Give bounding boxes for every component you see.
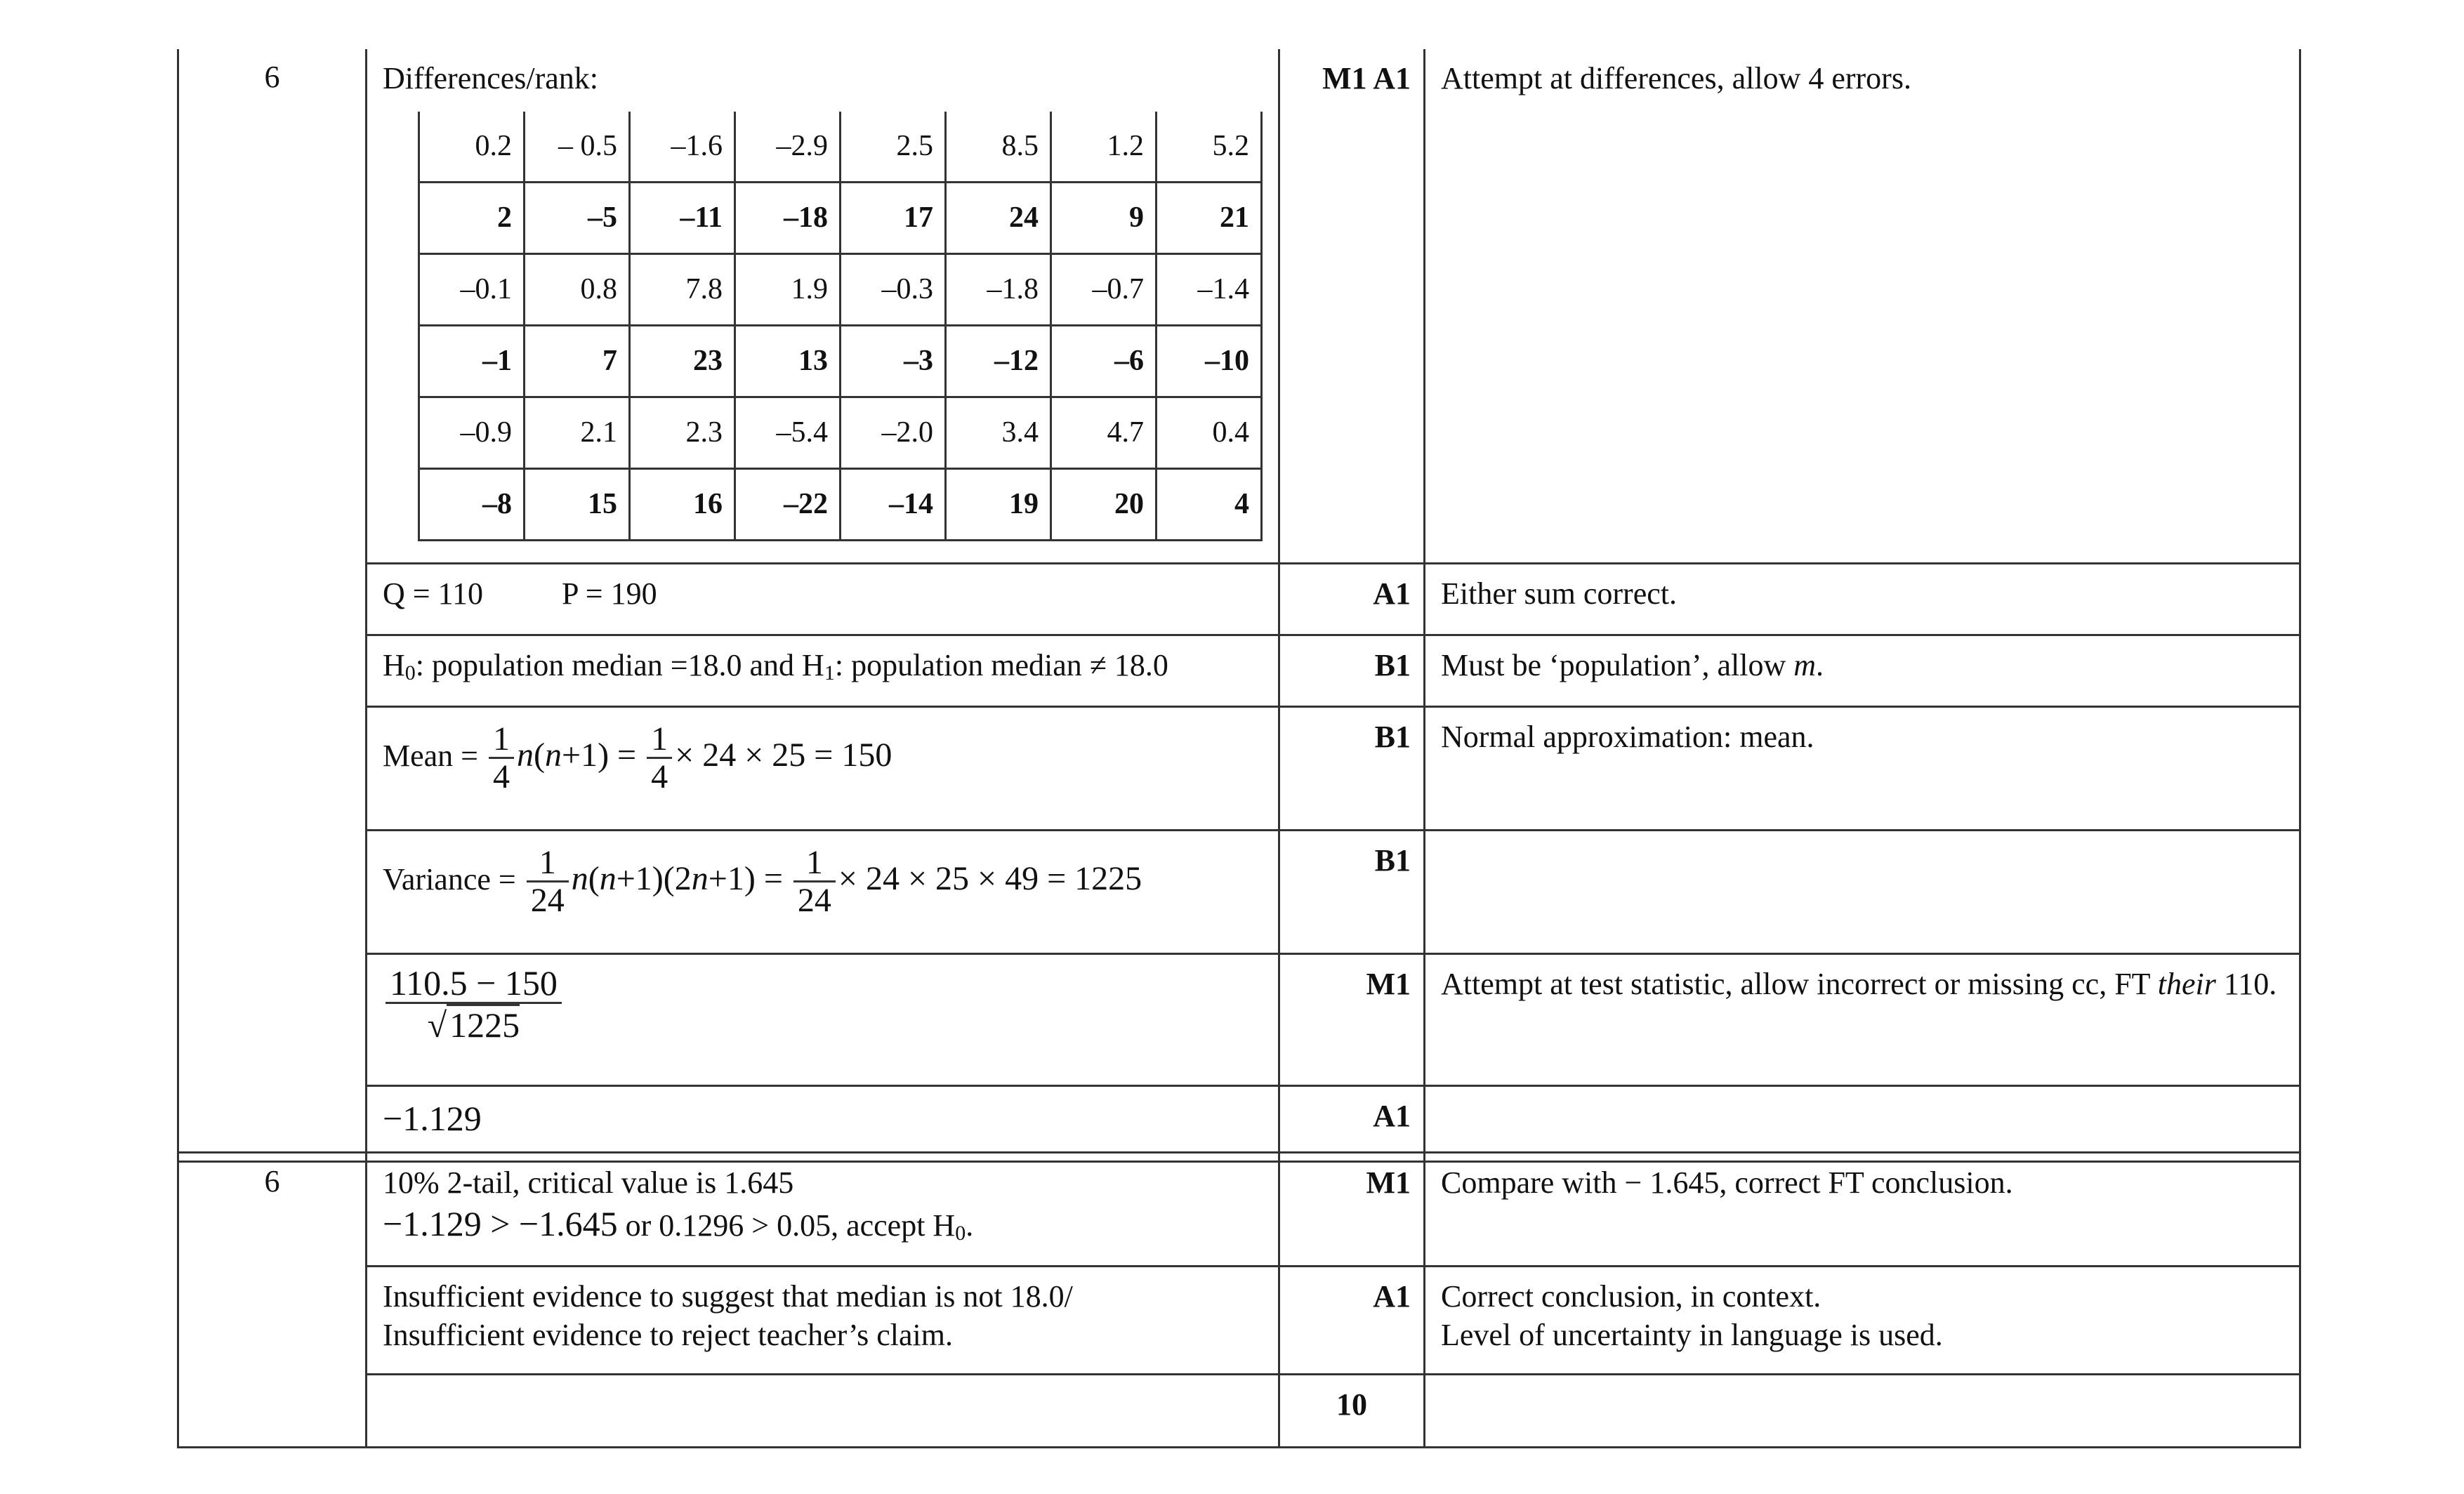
p-sum: P = 190 bbox=[561, 576, 657, 611]
z-value: −1.129 bbox=[367, 1086, 1279, 1162]
difference-cell: 3.4 bbox=[946, 397, 1051, 469]
difference-cell: 1.2 bbox=[1051, 112, 1157, 183]
difference-cell: 5.2 bbox=[1157, 112, 1262, 183]
rank-row bbox=[419, 469, 1262, 541]
difference-cell: –0.9 bbox=[419, 397, 525, 469]
conclusion-guidance: Correct conclusion, in context. Level of uncertainty in language is used. bbox=[1425, 1267, 2300, 1375]
difference-row bbox=[419, 254, 1262, 326]
rank-cell: –12 bbox=[946, 326, 1051, 397]
rank-cell: 20 bbox=[1051, 469, 1157, 541]
sums-guidance: Either sum correct. bbox=[1425, 564, 2300, 635]
difference-cell: 0.2 bbox=[419, 112, 525, 183]
total-empty-cell bbox=[367, 1375, 1279, 1448]
mean-fraction-1: $\frac{1}{4}$ bbox=[489, 722, 514, 796]
difference-cell: –2.9 bbox=[735, 112, 841, 183]
rank-cell: –14 bbox=[841, 469, 946, 541]
mean-row bbox=[178, 707, 2300, 831]
mean-fraction-2: $\frac{1}{4}$ bbox=[647, 722, 672, 796]
question-number: 6 bbox=[178, 49, 367, 1162]
variance-guidance bbox=[1425, 831, 2300, 954]
conclusion-line2: Insufficient evidence to reject teacher’s claim. bbox=[383, 1318, 953, 1352]
mean-result: × 24 × 25 = 150 bbox=[675, 736, 892, 774]
rank-cell: –18 bbox=[735, 183, 841, 254]
conclusion-cell bbox=[367, 1267, 1279, 1375]
rank-cell: 15 bbox=[525, 469, 630, 541]
rank-cell: –5 bbox=[525, 183, 630, 254]
rank-cell: –6 bbox=[1051, 326, 1157, 397]
variance-fraction-1: $\frac{1}{24}$ bbox=[527, 845, 569, 920]
difference-cell: –0.3 bbox=[841, 254, 946, 326]
hypotheses-row bbox=[178, 635, 2300, 707]
test-statistic-cell bbox=[367, 954, 1279, 1086]
variance-expression: n(n+1)(2n+1) = bbox=[571, 860, 783, 898]
difference-cell: 0.8 bbox=[525, 254, 630, 326]
variance-result: × 24 × 25 × 49 = 1225 bbox=[838, 860, 1142, 898]
difference-cell: –2.0 bbox=[841, 397, 946, 469]
difference-cell: –0.1 bbox=[419, 254, 525, 326]
rank-row bbox=[419, 326, 1262, 397]
variance-cell bbox=[367, 831, 1279, 954]
rank-cell: 2 bbox=[419, 183, 525, 254]
difference-cell: 2.5 bbox=[841, 112, 946, 183]
conclusion-line1: Insufficient evidence to suggest that median is not 18.0/ bbox=[383, 1279, 1073, 1314]
variance-mark: B1 bbox=[1279, 831, 1425, 954]
hypotheses-guidance: Must be ‘population’, allow m. bbox=[1425, 635, 2300, 707]
hypotheses-mark: B1 bbox=[1279, 635, 1425, 707]
sums-mark: A1 bbox=[1279, 564, 1425, 635]
test-statistic-mark: M1 bbox=[1279, 954, 1425, 1086]
difference-cell: –0.7 bbox=[1051, 254, 1157, 326]
rank-cell: 23 bbox=[630, 326, 735, 397]
rank-cell: 24 bbox=[946, 183, 1051, 254]
rank-cell: 4 bbox=[1157, 469, 1262, 541]
sums-row bbox=[178, 564, 2300, 635]
question-number-continued: 6 bbox=[178, 1153, 367, 1448]
difference-cell: 2.3 bbox=[630, 397, 735, 469]
mean-cell bbox=[367, 707, 1279, 831]
difference-cell: 0.4 bbox=[1157, 397, 1262, 469]
total-mark: 10 bbox=[1279, 1375, 1425, 1448]
differences-row bbox=[178, 49, 2300, 564]
mean-guidance: Normal approximation: mean. bbox=[1425, 707, 2300, 831]
rank-cell: 9 bbox=[1051, 183, 1157, 254]
variance-label: Variance = bbox=[383, 862, 516, 897]
difference-cell: – 0.5 bbox=[525, 112, 630, 183]
rank-cell: –3 bbox=[841, 326, 946, 397]
differences-heading: Differences/rank: bbox=[383, 61, 599, 95]
sums-cell bbox=[367, 564, 1279, 635]
rank-cell: 19 bbox=[946, 469, 1051, 541]
difference-row bbox=[419, 112, 1262, 183]
rank-row bbox=[419, 183, 1262, 254]
critical-value-cell bbox=[367, 1153, 1279, 1267]
rank-cell: –1 bbox=[419, 326, 525, 397]
variance-row bbox=[178, 831, 2300, 954]
difference-cell: –1.6 bbox=[630, 112, 735, 183]
test-statistic-fraction: $\frac{110.5 - 150}{√1225}$ bbox=[386, 965, 562, 1045]
difference-cell: 2.1 bbox=[525, 397, 630, 469]
critical-value-row bbox=[178, 1153, 2300, 1267]
difference-cell: –5.4 bbox=[735, 397, 841, 469]
total-guidance bbox=[1425, 1375, 2300, 1448]
differences-cell bbox=[367, 49, 1279, 564]
difference-row bbox=[419, 397, 1262, 469]
critical-value-line1: 10% 2-tail, critical value is 1.645 bbox=[383, 1165, 794, 1200]
hypotheses-cell: $H_0$: population median =18.0 and $H_1$: population median ≠ 18.0 bbox=[367, 635, 1279, 707]
difference-cell: –1.8 bbox=[946, 254, 1051, 326]
rank-cell: –11 bbox=[630, 183, 735, 254]
difference-cell: 8.5 bbox=[946, 112, 1051, 183]
differences-rank-grid bbox=[418, 112, 1263, 541]
mark-scheme-table-part1 bbox=[177, 49, 2301, 1163]
rank-cell: –10 bbox=[1157, 326, 1262, 397]
mean-label: Mean = bbox=[383, 739, 478, 774]
critical-value-line2: −1.129 > −1.645 or 0.1296 > 0.05, accept $H_0$. bbox=[383, 1204, 974, 1245]
z-value-mark: A1 bbox=[1279, 1086, 1425, 1162]
mark-scheme-table-part2 bbox=[177, 1151, 2301, 1448]
test-statistic-row bbox=[178, 954, 2300, 1086]
critical-value-guidance: Compare with − 1.645, correct FT conclusion. bbox=[1425, 1153, 2300, 1267]
q-sum: Q = 110 bbox=[383, 576, 483, 611]
mean-mark: B1 bbox=[1279, 707, 1425, 831]
critical-value-mark: M1 bbox=[1279, 1153, 1425, 1267]
difference-cell: 1.9 bbox=[735, 254, 841, 326]
test-statistic-guidance: Attempt at test statistic, allow incorrect or missing cc, FT their 110. bbox=[1425, 954, 2300, 1086]
conclusion-row bbox=[178, 1267, 2300, 1375]
difference-cell: 7.8 bbox=[630, 254, 735, 326]
rank-cell: 17 bbox=[841, 183, 946, 254]
z-value-guidance bbox=[1425, 1086, 2300, 1162]
rank-cell: 13 bbox=[735, 326, 841, 397]
z-value-row bbox=[178, 1086, 2300, 1162]
rank-cell: 21 bbox=[1157, 183, 1262, 254]
difference-cell: 4.7 bbox=[1051, 397, 1157, 469]
variance-fraction-2: $\frac{1}{24}$ bbox=[793, 845, 836, 920]
conclusion-mark: A1 bbox=[1279, 1267, 1425, 1375]
rank-cell: –22 bbox=[735, 469, 841, 541]
difference-cell: –1.4 bbox=[1157, 254, 1262, 326]
rank-cell: 16 bbox=[630, 469, 735, 541]
rank-cell: 7 bbox=[525, 326, 630, 397]
differences-guidance: Attempt at differences, allow 4 errors. bbox=[1425, 49, 2300, 564]
differences-marks: M1 A1 bbox=[1279, 49, 1425, 564]
mean-expression: n(n+1) = bbox=[517, 736, 637, 774]
rank-cell: –8 bbox=[419, 469, 525, 541]
total-row bbox=[178, 1375, 2300, 1448]
